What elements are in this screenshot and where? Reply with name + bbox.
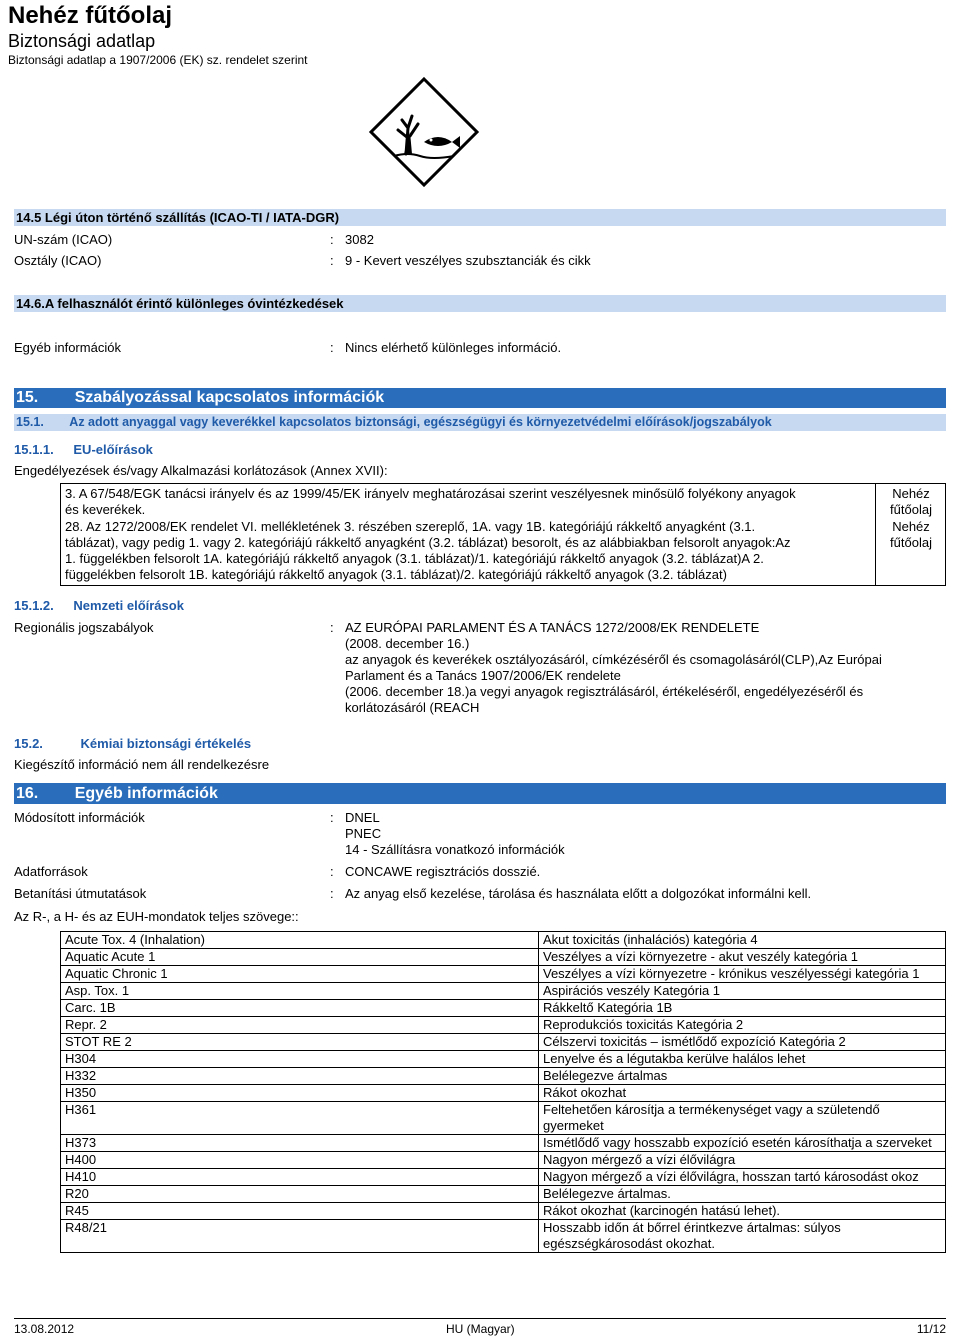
annex-label: Engedélyezések és/vagy Alkalmazási korlátozások (Annex XVII): <box>14 463 388 478</box>
annex-line: táblázat), vagy pedig 1. vagy 2. kategóriájú rákkeltő anyagként (3.2. táblázat) besorolt, és az alábbiakban felsorolt anyagok:Az <box>65 534 791 550</box>
section-15-1-2-title: Nemzeti előírások <box>73 598 184 613</box>
annex-substance-names <box>876 486 946 551</box>
colon: : <box>330 864 334 879</box>
section-15-1-2-heading <box>14 598 184 614</box>
phrase-text: Veszélyes a vízi környezetre - krónikus veszélyességi kategória 1 <box>539 966 946 983</box>
table-row <box>61 1034 946 1051</box>
phrase-text: Rákot okozhat (karcinogén hatású lehet). <box>539 1203 946 1220</box>
phrases-label: Az R-, a H- és az EUH-mondatok teljes szövege:: <box>14 909 299 924</box>
phrase-code: Carc. 1B <box>61 1000 539 1017</box>
footer-divider <box>14 1318 946 1319</box>
section-14-5-heading: 14.5 Légi úton történő szállítás (ICAO-TI / IATA-DGR) <box>14 209 946 226</box>
phrase-text: Reprodukciós toxicitás Kategória 2 <box>539 1017 946 1034</box>
table-row <box>61 1152 946 1169</box>
annex-line: 1. függelékben felsorolt 1A. kategóriájú rákkeltő anyagok (3.1. táblázat)/1. kategóriájú rákkeltő anyagok (3.2. táblázat)A 2. <box>65 551 764 567</box>
phrase-text: Hosszabb időn át bőrrel érintkezve ártalmas: súlyos egészségkárosodást okozhat. <box>539 1220 946 1253</box>
phrase-code: H373 <box>61 1135 539 1152</box>
un-number-value: 3082 <box>345 232 374 247</box>
colon: : <box>330 620 334 635</box>
phrase-code: H410 <box>61 1169 539 1186</box>
annex-line: 3. A 67/548/EGK tanácsi irányelv és az 1999/45/EK irányelv meghatározásai szerint veszélyesnek minősülő folyékony anyagok <box>65 486 796 501</box>
phrase-text: Nagyon mérgező a vízi élővilágra <box>539 1152 946 1169</box>
sources-value: CONCAWE regisztrációs dosszié. <box>345 864 541 879</box>
phrase-code: Acute Tox. 4 (Inhalation) <box>61 932 539 949</box>
training-value: Az anyag első kezelése, tárolása és használata előtt a dolgozókat informálni kell. <box>345 886 812 901</box>
substance-name: fűtőolaj <box>890 534 932 550</box>
class-value: 9 - Kevert veszélyes szubsztanciák és cikk <box>345 253 591 268</box>
table-row <box>61 1085 946 1102</box>
document-subtitle: Biztonsági adatlap <box>8 31 156 51</box>
modified-line: 14 - Szállításra vonatkozó információk <box>345 842 565 857</box>
sources-label: Adatforrások <box>14 864 88 879</box>
phrase-text: Ismétlődő vagy hosszabb expozíció esetén károsíthatja a szerveket <box>539 1135 946 1152</box>
phrase-text: Célszervi toxicitás – ismétlődő expozíció Kategória 2 <box>539 1034 946 1051</box>
phrase-code: R20 <box>61 1186 539 1203</box>
table-row <box>61 1051 946 1068</box>
table-row <box>61 949 946 966</box>
regional-value <box>345 620 882 716</box>
phrase-code: H332 <box>61 1068 539 1085</box>
document-title: Nehéz fűtőolaj <box>8 2 173 29</box>
section-16-number: 16. <box>16 785 39 802</box>
section-15-1-1-title: EU-előírások <box>73 442 153 457</box>
annex-line: függelékben felsorolt 1B. kategóriájú rákkeltő anyagok (3.1. táblázat)/2. kategóriájú rákkeltő anyagok (3.2. táblázat) <box>65 567 727 583</box>
phrase-code: R48/21 <box>61 1220 539 1253</box>
section-15-number: 15. <box>16 389 39 406</box>
regional-label: Regionális jogszabályok <box>14 620 154 635</box>
table-row <box>61 932 946 949</box>
section-15-title: Szabályozással kapcsolatos információk <box>74 389 385 406</box>
phrase-text: Belélegezve ártalmas. <box>539 1186 946 1203</box>
phrase-text: Rákkeltő Kategória 1B <box>539 1000 946 1017</box>
phrase-text: Akut toxicitás (inhalációs) kategória 4 <box>539 932 946 949</box>
regional-line: az anyagok és keverékek osztályozásáról, címkézéséről és csomagolásáról(CLP),Az Európai <box>345 652 882 667</box>
table-row <box>61 1220 946 1253</box>
phrase-code: Aquatic Acute 1 <box>61 949 539 966</box>
section-16-bar <box>14 783 946 804</box>
colon: : <box>330 810 334 825</box>
section-15-2-text: Kiegészítő információ nem áll rendelkezésre <box>14 757 270 772</box>
table-row <box>61 1068 946 1085</box>
section-15-bar <box>14 388 946 408</box>
table-row <box>61 1169 946 1186</box>
section-15-2-number: 15.2. <box>14 736 43 751</box>
phrase-text: Lenyelve és a légutakba kerülve halálos lehet <box>539 1051 946 1068</box>
section-14-6-heading: 14.6.A felhasználót érintő különleges óvintézkedések <box>14 295 946 312</box>
colon: : <box>330 340 334 355</box>
regional-line: (2006. december 18.)a vegyi anyagok regisztrálásáról, értékeléséről, engedélyezéséről és <box>345 684 864 699</box>
phrases-table <box>60 931 946 1253</box>
other-info-label: Egyéb információk <box>14 340 121 355</box>
section-15-1-bar <box>14 414 946 431</box>
section-15-1-1-heading <box>14 442 153 458</box>
environment-hazard-icon <box>368 76 480 188</box>
table-row <box>61 1203 946 1220</box>
section-15-1-2-number: 15.1.2. <box>14 598 54 613</box>
annex-restrictions-box <box>60 483 946 586</box>
phrase-code: Asp. Tox. 1 <box>61 983 539 1000</box>
training-label: Betanítási útmutatások <box>14 886 147 901</box>
colon: : <box>330 886 334 901</box>
table-row <box>61 983 946 1000</box>
phrase-text: Aspirációs veszély Kategória 1 <box>539 983 946 1000</box>
phrase-code: Repr. 2 <box>61 1017 539 1034</box>
phrase-text: Feltehetően károsítja a termékenységet vagy a születendő gyermeket <box>539 1102 946 1135</box>
phrase-code: R45 <box>61 1203 539 1220</box>
phrase-code: H350 <box>61 1085 539 1102</box>
section-15-1-number: 15.1. <box>16 415 44 429</box>
table-row <box>61 1000 946 1017</box>
modified-value <box>345 810 565 858</box>
other-info-value: Nincs elérhető különleges információ. <box>345 340 562 355</box>
phrase-code: STOT RE 2 <box>61 1034 539 1051</box>
phrase-code: Aquatic Chronic 1 <box>61 966 539 983</box>
footer-language: HU (Magyar) <box>446 1322 515 1336</box>
phrase-text: Nagyon mérgező a vízi élővilágra, hosszan tartó károsodást okoz <box>539 1169 946 1186</box>
class-label: Osztály (ICAO) <box>14 253 102 268</box>
modified-label: Módosított információk <box>14 810 145 825</box>
section-15-1-title: Az adott anyaggal vagy keverékkel kapcsolatos biztonsági, egészségügyi és környezetvédelmi előírások/jogszabályok <box>69 415 772 429</box>
section-16-title: Egyéb információk <box>74 785 218 802</box>
table-row <box>61 1017 946 1034</box>
regional-line: (2008. december 16.) <box>345 636 470 651</box>
regional-line: korlátozásáról (REACH <box>345 700 480 715</box>
section-15-2-title: Kémiai biztonsági értékelés <box>80 736 252 751</box>
phrase-text: Belélegezve ártalmas <box>539 1068 946 1085</box>
regulation-note: Biztonsági adatlap a 1907/2006 (EK) sz. rendelet szerint <box>8 53 308 67</box>
section-15-1-1-number: 15.1.1. <box>14 442 54 457</box>
table-row <box>61 1186 946 1203</box>
phrase-code: H361 <box>61 1102 539 1135</box>
footer-date: 13.08.2012 <box>14 1322 75 1336</box>
phrase-text: Rákot okozhat <box>539 1085 946 1102</box>
phrase-text: Veszélyes a vízi környezetre - akut veszély kategória 1 <box>539 949 946 966</box>
colon: : <box>330 253 334 268</box>
regional-line: Parlament és a Tanács 1907/2006/EK rendelete <box>345 668 621 683</box>
colon: : <box>330 232 334 247</box>
phrase-code: H304 <box>61 1051 539 1068</box>
substance-name: fűtőolaj <box>890 502 932 518</box>
phrase-code: H400 <box>61 1152 539 1169</box>
regional-line: AZ EURÓPAI PARLAMENT ÉS A TANÁCS 1272/2008/EK RENDELETE <box>345 620 760 635</box>
un-number-label: UN-szám (ICAO) <box>14 232 113 247</box>
table-row <box>61 966 946 983</box>
annex-restrictions-text <box>65 486 871 584</box>
footer-page: 11/12 <box>916 1322 946 1336</box>
annex-line: és keverékek. <box>65 502 146 518</box>
substance-name: Nehéz <box>892 518 930 534</box>
annex-line: 28. Az 1272/2008/EK rendelet VI. mellékletének 3. részében szereplő, 1A. vagy 1B. kategóriájú rákkeltő anyagként (3.1. <box>65 518 756 534</box>
table-row <box>61 1135 946 1152</box>
table-row <box>61 1102 946 1135</box>
modified-line: PNEC <box>345 826 382 841</box>
section-15-2-heading <box>14 736 251 752</box>
substance-name: Nehéz <box>892 486 930 501</box>
modified-line: DNEL <box>345 810 380 825</box>
